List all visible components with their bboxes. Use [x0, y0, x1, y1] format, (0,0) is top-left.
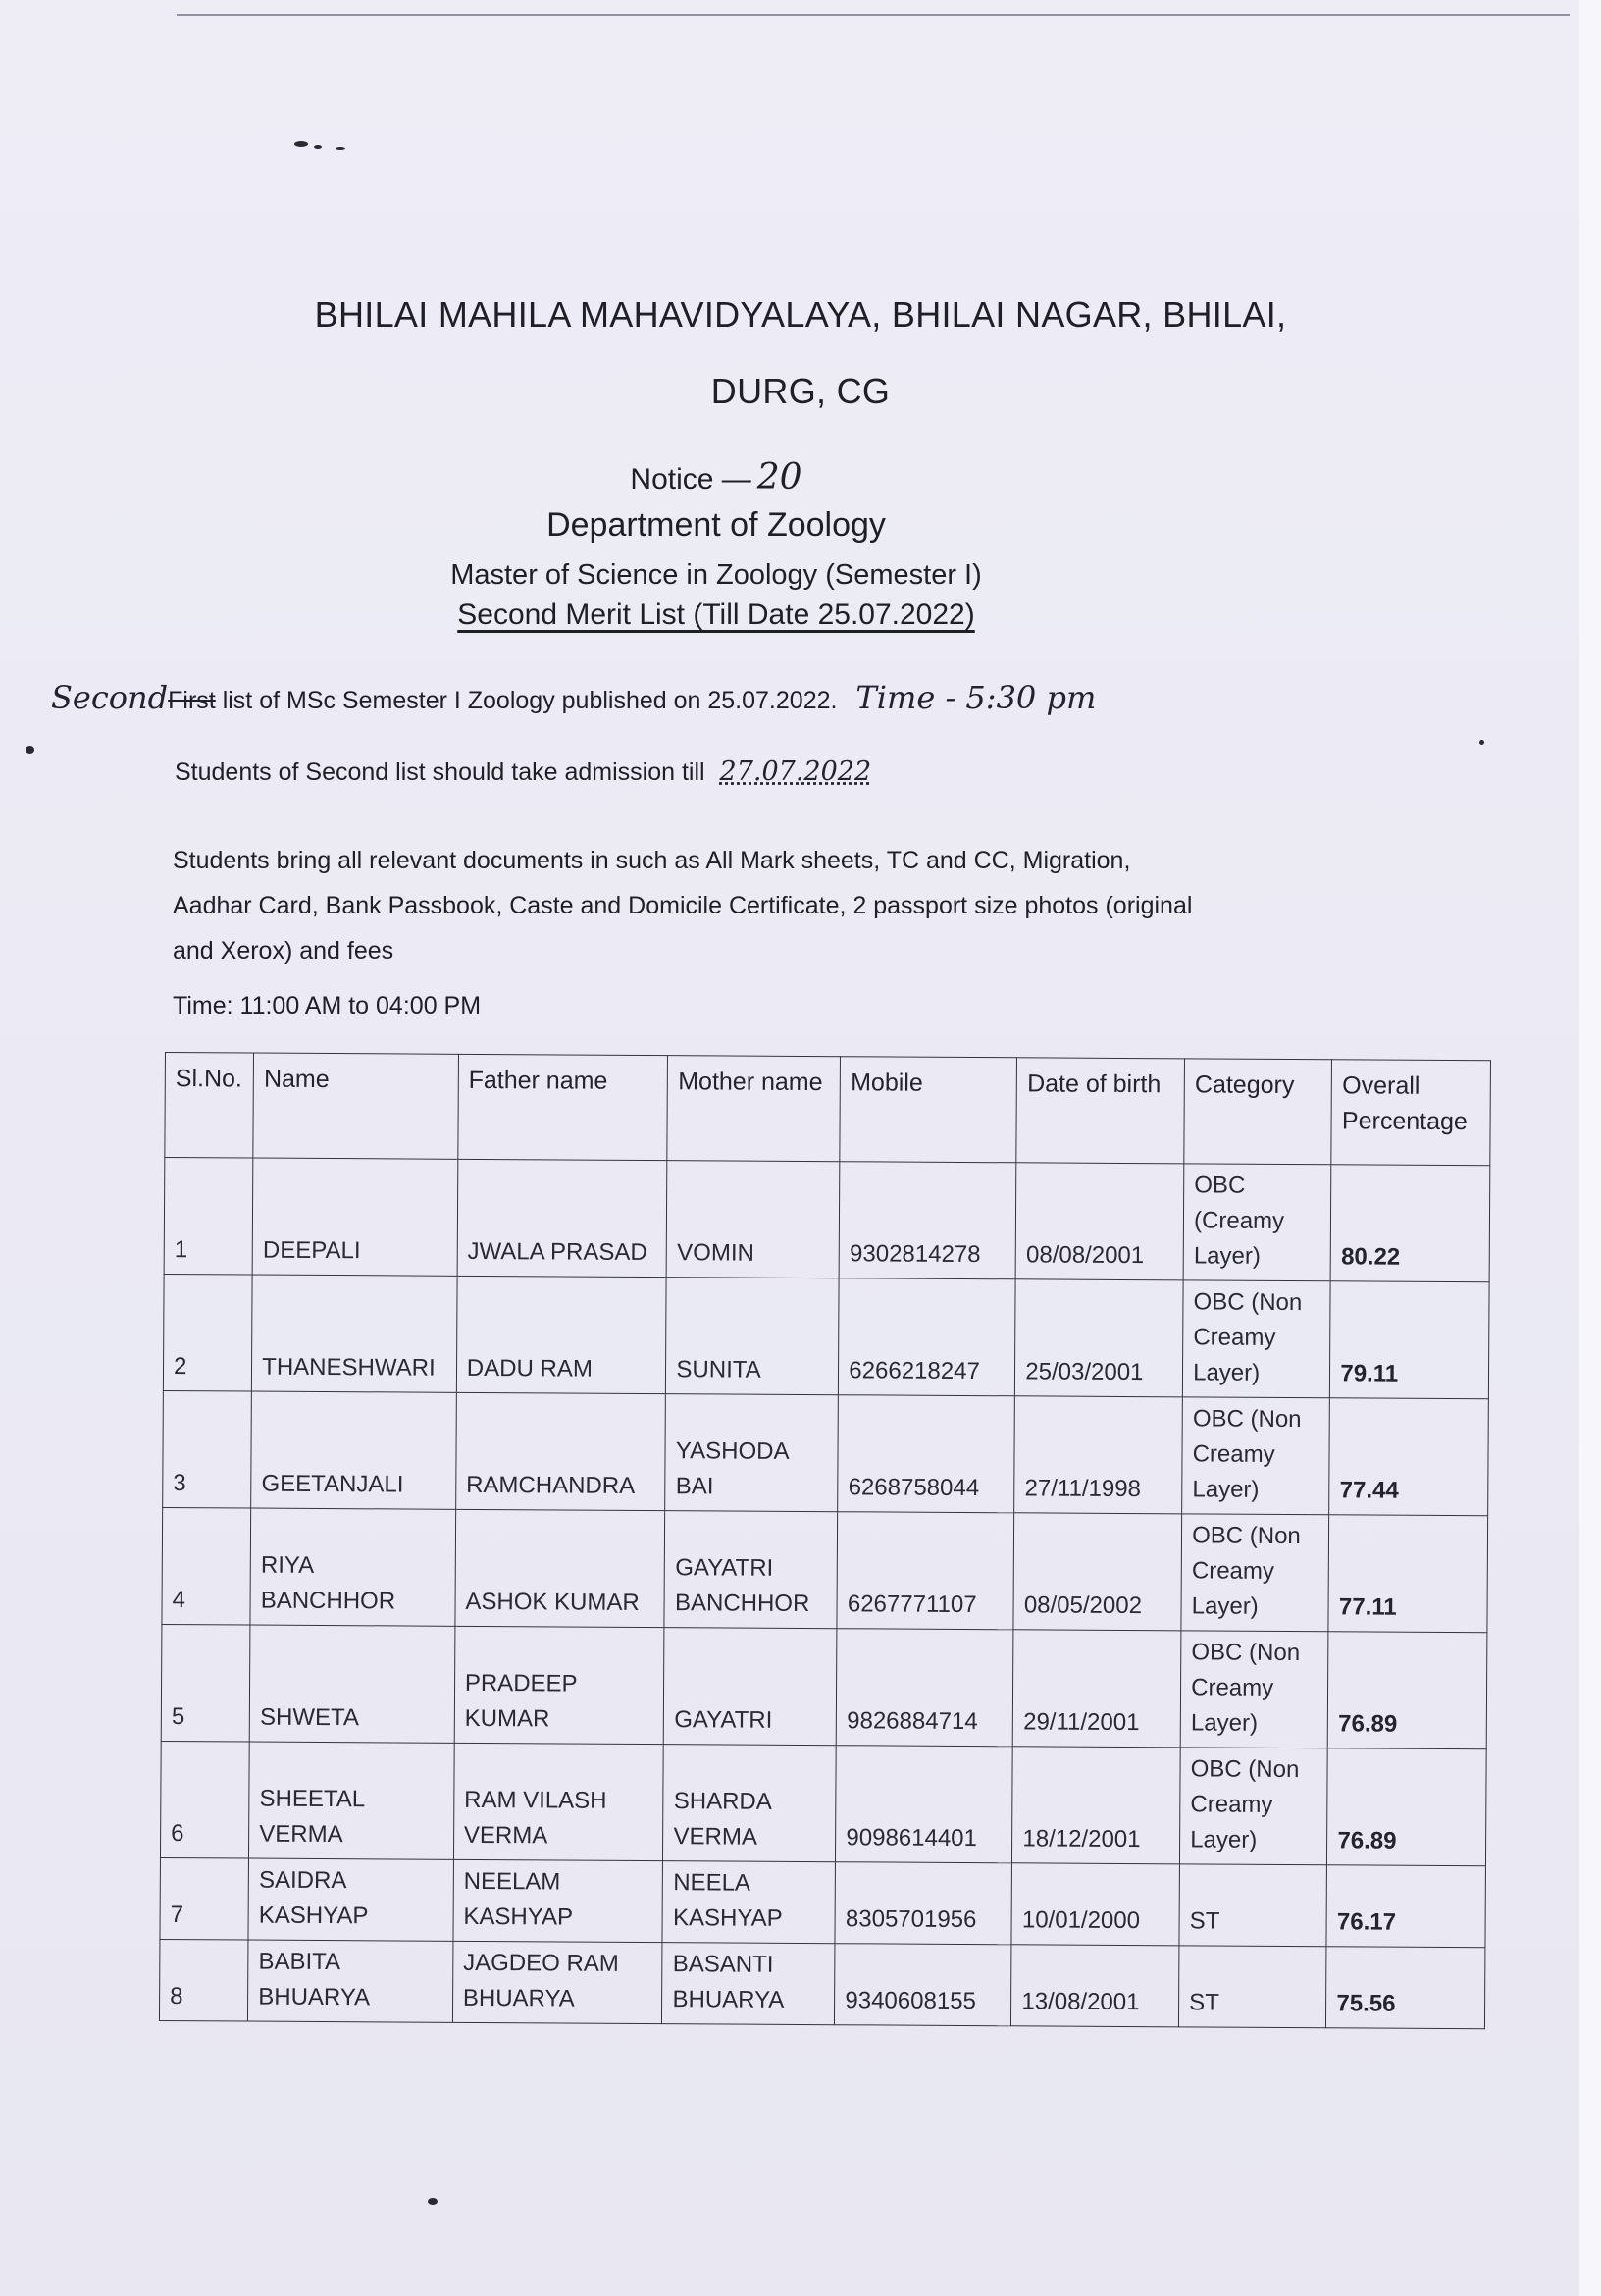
handwritten-second: Second: [51, 679, 169, 716]
table-row: [160, 1857, 1485, 1947]
cell-date-of-birth: 10/01/2000: [1011, 1863, 1179, 1946]
cell-mother-name: GAYATRI: [664, 1628, 838, 1746]
header-name: Name: [253, 1053, 458, 1159]
cell-date-of-birth: 08/05/2002: [1013, 1513, 1182, 1631]
handwritten-deadline-date: 27.07.2022: [719, 757, 872, 787]
cell-overall-percentage: 77.44: [1329, 1398, 1488, 1516]
documents-line-2: Aadhar Card, Bank Passbook, Caste and Domicile Certificate, 2 passport size photos (original: [173, 892, 1193, 919]
cell-category: ST: [1179, 1864, 1327, 1947]
cell-overall-percentage: 76.89: [1327, 1748, 1486, 1866]
notice-heading: [0, 457, 1432, 497]
cell-date-of-birth: 13/08/2001: [1011, 1945, 1179, 2027]
cell-father-name: JAGDEO RAM BHUARYA: [452, 1941, 662, 2023]
cell-date-of-birth: 25/03/2001: [1015, 1279, 1184, 1397]
table-row: [159, 1939, 1484, 2028]
cell-mother-name: VOMIN: [667, 1161, 841, 1278]
table-row: [162, 1507, 1488, 1632]
header-mobile: Mobile: [840, 1057, 1017, 1163]
cell-father-name: DADU RAM: [456, 1276, 666, 1393]
scan-speck: [294, 141, 308, 147]
cell-overall-percentage: 76.17: [1326, 1865, 1485, 1948]
cell-sl-no: 1: [164, 1158, 253, 1276]
documents-line-3: and Xerox) and fees: [173, 937, 394, 965]
cell-name: RIYA BANCHHOR: [250, 1508, 455, 1626]
cell-mother-name: GAYATRI BANCHHOR: [664, 1511, 838, 1629]
department-title: Department of Zoology: [546, 506, 886, 544]
college-name-line1: BHILAI MAHILA MAHAVIDYALAYA, BHILAI NAGAR, BHILAI,: [314, 294, 1287, 335]
cell-overall-percentage: 76.89: [1328, 1632, 1487, 1749]
cell-mobile: 9098614401: [836, 1746, 1013, 1863]
cell-sl-no: 4: [162, 1507, 251, 1625]
table-row: [163, 1390, 1489, 1515]
documents-paragraph: [173, 838, 1448, 973]
cell-sl-no: 7: [160, 1857, 249, 1940]
cell-mobile: 9340608155: [835, 1944, 1011, 2026]
scan-speck: [26, 746, 34, 754]
cell-father-name: JWALA PRASAD: [457, 1159, 667, 1277]
cell-sl-no: 5: [161, 1624, 250, 1742]
cell-name: SAIDRA KASHYAP: [248, 1858, 453, 1941]
cell-name: SHWETA: [249, 1625, 454, 1743]
cell-date-of-birth: 08/08/2001: [1015, 1163, 1184, 1280]
header-mother-name: Mother name: [667, 1056, 841, 1162]
cell-mother-name: YASHODA BAI: [665, 1394, 839, 1512]
cell-mobile: 8305701956: [835, 1862, 1011, 1945]
cell-father-name: RAMCHANDRA: [455, 1392, 665, 1510]
cell-name: DEEPALI: [252, 1158, 457, 1276]
cell-overall-percentage: 75.56: [1326, 1947, 1485, 2029]
cell-father-name: ASHOK KUMAR: [455, 1509, 665, 1627]
cell-category: OBC (Non Creamy Layer): [1180, 1631, 1328, 1748]
publication-line: [51, 679, 1096, 719]
cell-date-of-birth: 29/11/2001: [1012, 1630, 1181, 1748]
header-father-name: Father name: [458, 1054, 668, 1160]
cell-father-name: RAM VILASH VERMA: [453, 1743, 663, 1860]
header-category: Category: [1184, 1059, 1332, 1165]
scan-speck: [428, 2198, 438, 2205]
cell-name: GEETANJALI: [251, 1391, 456, 1509]
cell-name: THANESHWARI: [252, 1275, 457, 1392]
header-date-of-birth: Date of birth: [1016, 1058, 1184, 1164]
notice-label: Notice —: [630, 463, 751, 496]
cell-category: OBC (Creamy Layer): [1183, 1164, 1331, 1281]
cell-sl-no: 6: [160, 1741, 249, 1858]
table-row: [161, 1624, 1487, 1748]
scan-speck: [314, 145, 322, 149]
cell-father-name: PRADEEP KUMAR: [454, 1626, 664, 1744]
cell-sl-no: 8: [159, 1939, 248, 2021]
cell-overall-percentage: 80.22: [1330, 1165, 1489, 1282]
merit-list-title: [0, 599, 1432, 632]
table-header-row: [165, 1053, 1491, 1166]
cell-mobile: 6267771107: [837, 1512, 1014, 1630]
cell-mother-name: NEELA KASHYAP: [662, 1861, 835, 1944]
admission-deadline-text: Students of Second list should take admission till: [175, 758, 705, 786]
cell-name: SHEETAL VERMA: [249, 1742, 454, 1859]
handwritten-time: Time - 5:30 pm: [855, 679, 1097, 716]
cell-category: OBC (Non Creamy Layer): [1180, 1748, 1328, 1865]
cell-category: OBC (Non Creamy Layer): [1181, 1514, 1329, 1632]
programme-title: Master of Science in Zoology (Semester I): [450, 559, 982, 591]
merit-list-title-text: Second Merit List (Till Date 25.07.2022): [457, 599, 975, 631]
cell-mobile: 9302814278: [839, 1162, 1016, 1279]
cell-date-of-birth: 27/11/1998: [1014, 1396, 1183, 1514]
header-overall-percentage: Overall Percentage: [1331, 1060, 1490, 1166]
publication-text: list of MSc Semester I Zoology published on 25.07.2022.: [215, 687, 838, 714]
page-edge: [1579, 0, 1601, 2296]
notice-number-handwritten: 20: [756, 457, 802, 497]
cell-mobile: 9826884714: [837, 1629, 1014, 1747]
struck-first: First: [168, 687, 216, 714]
cell-overall-percentage: 79.11: [1330, 1281, 1489, 1399]
timing-line: Time: 11:00 AM to 04:00 PM: [173, 992, 482, 1019]
cell-mother-name: BASANTI BHUARYA: [662, 1943, 835, 2025]
header-sl-no: Sl.No.: [165, 1053, 254, 1159]
cell-overall-percentage: 77.11: [1328, 1515, 1487, 1633]
table-row: [164, 1158, 1490, 1282]
admission-deadline-line: [175, 754, 871, 791]
scan-speck: [1479, 740, 1484, 745]
cell-date-of-birth: 18/12/2001: [1012, 1747, 1181, 1864]
table-row: [163, 1274, 1489, 1398]
top-border-line: [177, 14, 1570, 16]
merit-list-table: [159, 1052, 1491, 2029]
cell-name: BABITA BHUARYA: [248, 1940, 453, 2022]
college-name-line2: DURG, CG: [710, 371, 891, 411]
scan-speck: [336, 147, 345, 150]
cell-mobile: 6266218247: [839, 1278, 1016, 1396]
cell-sl-no: 2: [163, 1274, 252, 1391]
cell-category: OBC (Non Creamy Layer): [1182, 1280, 1330, 1398]
cell-mother-name: SHARDA VERMA: [663, 1745, 837, 1862]
documents-line-1: Students bring all relevant documents in such as All Mark sheets, TC and CC, Migration,: [173, 847, 1131, 874]
table-row: [160, 1741, 1486, 1865]
cell-category: ST: [1179, 1946, 1327, 2028]
cell-mother-name: SUNITA: [666, 1278, 840, 1395]
cell-mobile: 6268758044: [838, 1395, 1015, 1513]
cell-category: OBC (Non Creamy Layer): [1182, 1397, 1330, 1515]
cell-sl-no: 3: [163, 1390, 252, 1508]
cell-father-name: NEELAM KASHYAP: [453, 1859, 663, 1942]
